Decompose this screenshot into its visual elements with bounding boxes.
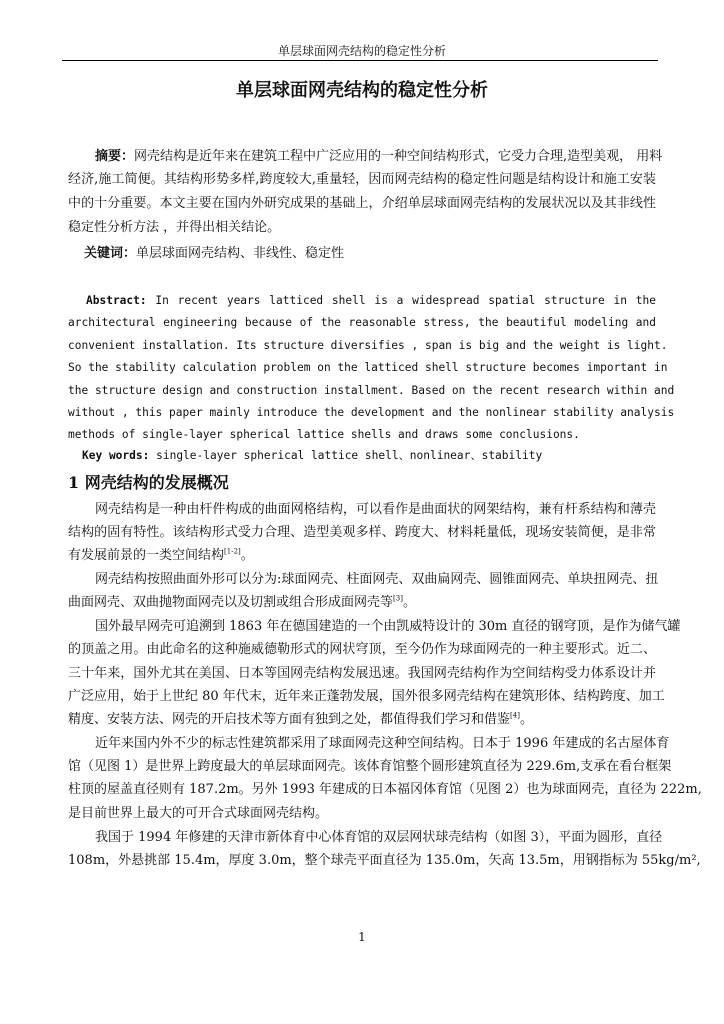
keywords-cn: 关键词：单层球面网壳结构、非线性、稳定性 xyxy=(84,246,345,261)
page-title: 单层球面网壳结构的稳定性分析 xyxy=(236,80,488,101)
citation: [4] xyxy=(510,711,520,720)
abstract-cn-line: 经济,施工简便。其结构形势多样,跨度较大,重量轻，因而网壳结构的稳定性问题是结构设计和施工安装 xyxy=(68,172,656,187)
body-line: 是目前世界上最大的可开合式球面网壳结构。 xyxy=(68,806,329,821)
abstract-en-line: methods of single-layer spherical lattice shells and draws some conclusions. xyxy=(68,428,580,441)
body-line: 馆（见图 1）是世界上跨度最大的单层球面网壳。该体育馆整个圆形建筑直径为 229.6m,支承在看台框架 xyxy=(68,759,672,774)
section-heading: 1 网壳结构的发展概况 xyxy=(68,473,229,492)
header-rule xyxy=(62,60,658,61)
body-line: 的顶盖之用。由此命名的这种施威德勒形式的网状穹顶，至今仍作为球面网壳的一种主要形式。近二、 xyxy=(68,642,656,657)
body-line: 柱顶的屋盖直径则有 187.2m。另外 1993 年建成的日本福冈体育馆（见图 2）也为球面网壳，直径为 222m, xyxy=(68,782,702,797)
body-line: 有发展前景的一类空间结构[1-2]。 xyxy=(68,547,254,563)
abstract-label: 摘要： xyxy=(95,149,135,164)
body-line: 国外最早网壳可追溯到 1863 年在德国建造的一个由凯威特设计的 30m 直径的钢穹顶，是作为储气罐 xyxy=(95,619,681,634)
body-line: 我国于 1994 年修建的天津市新体育中心体育馆的双层网状球壳结构（如图 3），平面为圆形，直径 xyxy=(95,830,663,845)
running-header: 单层球面网壳结构的稳定性分析 xyxy=(277,44,446,58)
abstract-en-line: convenient installation. Its structure diversifies , span is big and the weight is light. xyxy=(68,339,668,352)
abstract-en-line: architectural engineering because of the reasonable stress, the beautiful modeling and xyxy=(68,316,656,329)
citation: [3] xyxy=(393,594,403,603)
body-line: 广泛应用，始于上世纪 80 年代末，近年来正蓬勃发展，国外很多网壳结构在建筑形体、结构跨度、加工 xyxy=(68,689,665,704)
abstract-cn-line: 中的十分重要。本文主要在国内外研究成果的基础上，介绍单层球面网壳结构的发展状况以及其非线性 xyxy=(68,196,656,211)
body-line: 三十年来，国外尤其在美国、日本等国网壳结构发展迅速。我国网壳结构作为空间结构受力体系设计并 xyxy=(68,666,656,681)
citation: [1-2] xyxy=(224,547,241,556)
body-line: 结构的固有特性。该结构形式受力合理、造型美观多样、跨度大、材料耗量低，现场安装简便，是非常 xyxy=(68,525,656,540)
abstract-en-line: So the stability calculation problem on the latticed shell structure becomes important in xyxy=(68,361,668,374)
body-line: 网壳结构是一种由杆件构成的曲面网格结构，可以看作是曲面状的网架结构，兼有杆系结构和薄壳 xyxy=(95,502,656,517)
body-line: 曲面网壳、双曲抛物面网壳以及切割或组合形成面网壳等[3]。 xyxy=(68,594,416,610)
abstract-en-line: the structure design and construction installment. Based on the recent research within and xyxy=(68,384,675,397)
body-line: 近年来国内外不少的标志性建筑都采用了球面网壳这种空间结构。日本于 1996 年建成的名古屋体育 xyxy=(95,736,670,751)
abstract-en-line: Abstract: In recent years latticed shell is a widespread spatial structure in the xyxy=(86,294,656,307)
body-line: 网壳结构按照曲面外形可以分为:球面网壳、柱面网壳、双曲扁网壳、圆锥面网壳、单块扭网壳、扭 xyxy=(95,572,659,587)
abstract-cn-line: 摘要：网壳结构是近年来在建筑工程中广泛应用的一种空间结构形式，它受力合理,造型美观， 用料 xyxy=(95,149,663,164)
abstract-en-line: without , this paper mainly introduce the development and the nonlinear stability analysis xyxy=(68,406,675,419)
keywords-en: Key words: single-layer spherical lattice shell、nonlinear、stability xyxy=(82,449,543,462)
abstract-cn-line: 稳定性分析方法 ，并得出相关结论。 xyxy=(68,220,281,235)
body-line: 108m，外悬挑部 15.4m，厚度 3.0m，整个球壳平面直径为 135.0m，矢高 13.5m，用钢指标为 55kg/m², xyxy=(68,853,701,868)
page-number: 1 xyxy=(358,930,366,944)
body-line: 精度、安装方法、网壳的开启技术等方面有独到之处，都值得我们学习和借鉴[4]。 xyxy=(68,711,533,727)
